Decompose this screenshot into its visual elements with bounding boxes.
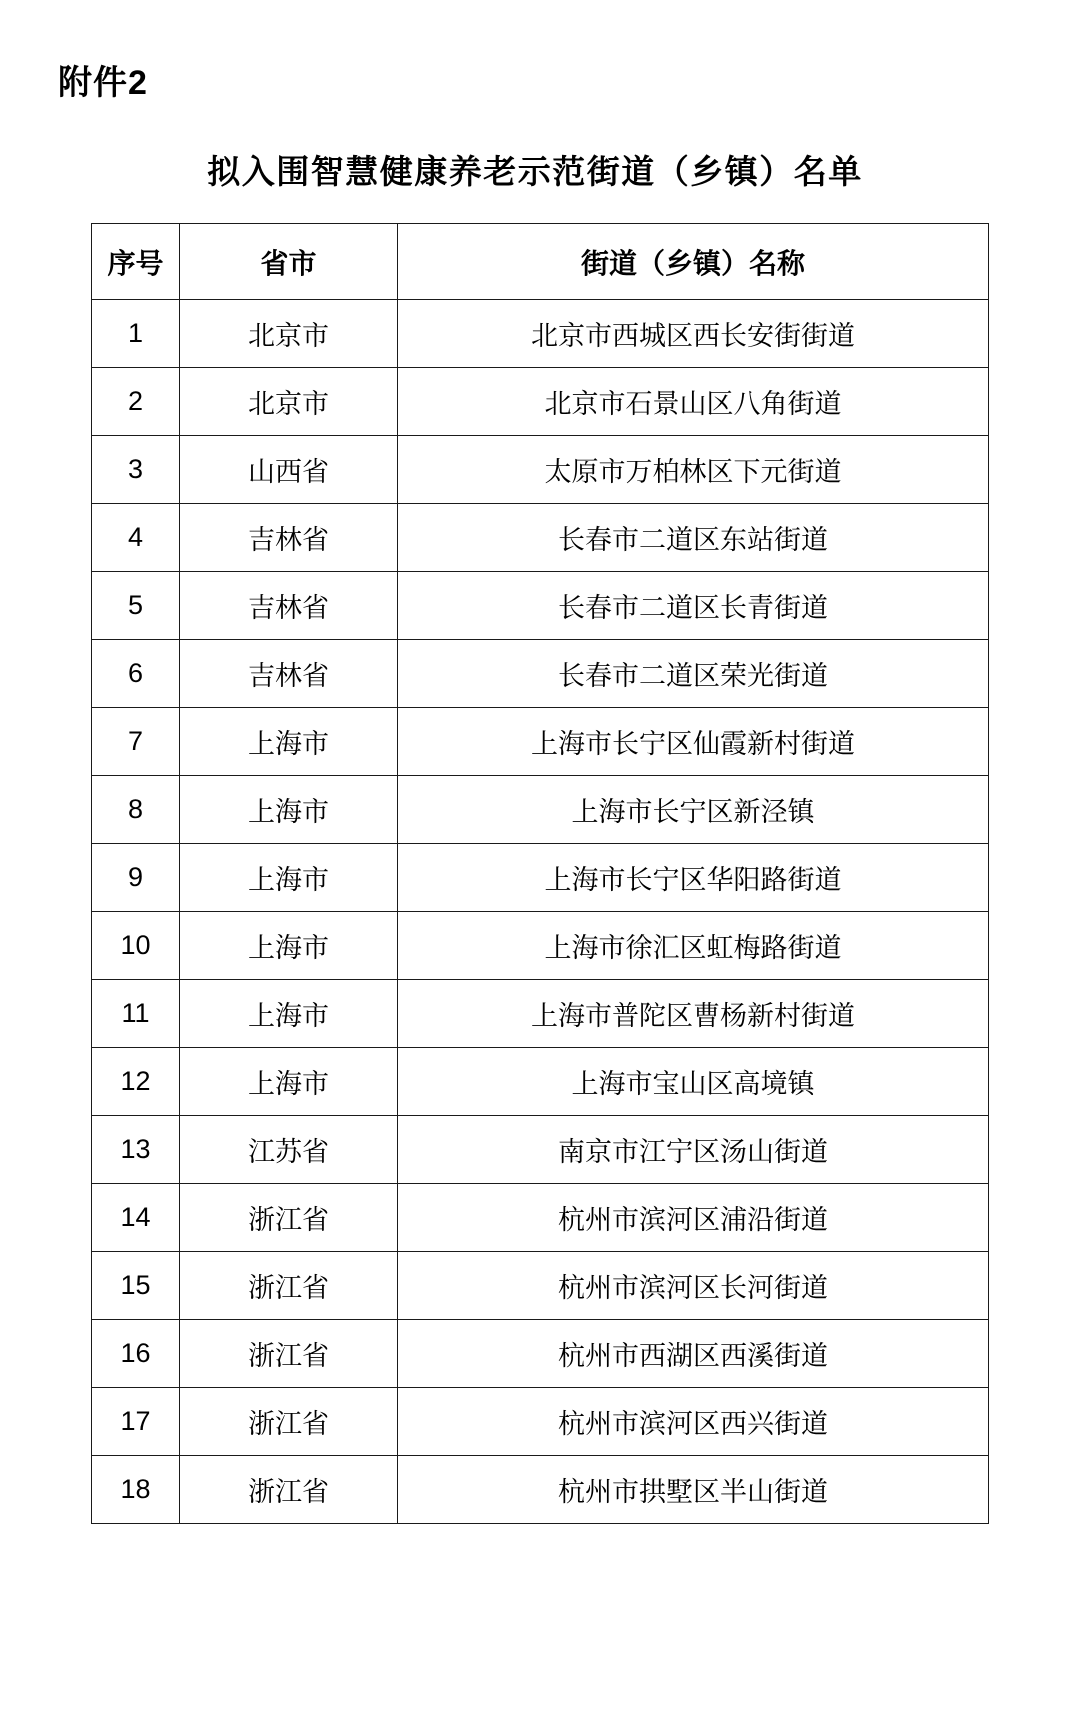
table-row — [92, 1048, 989, 1116]
table-header-row — [92, 224, 989, 300]
cell-index: 18 — [92, 1456, 180, 1524]
cell-index: 8 — [92, 776, 180, 844]
cell-province: 上海市 — [180, 844, 398, 912]
cell-street-name: 太原市万柏林区下元街道 — [398, 436, 989, 504]
cell-province: 浙江省 — [180, 1320, 398, 1388]
table-row — [92, 912, 989, 980]
cell-index: 3 — [92, 436, 180, 504]
cell-province: 北京市 — [180, 368, 398, 436]
cell-street-name: 长春市二道区长青街道 — [398, 572, 989, 640]
cell-index: 1 — [92, 300, 180, 368]
cell-province: 上海市 — [180, 708, 398, 776]
cell-index: 6 — [92, 640, 180, 708]
table-row — [92, 368, 989, 436]
attachment-label: 附件2 — [58, 64, 148, 102]
cell-index: 5 — [92, 572, 180, 640]
cell-street-name: 杭州市西湖区西溪街道 — [398, 1320, 989, 1388]
cell-province: 北京市 — [180, 300, 398, 368]
cell-street-name: 北京市石景山区八角街道 — [398, 368, 989, 436]
table-row — [92, 1184, 989, 1252]
cell-province: 浙江省 — [180, 1184, 398, 1252]
table-header — [92, 224, 989, 300]
table-row — [92, 504, 989, 572]
cell-street-name: 长春市二道区东站街道 — [398, 504, 989, 572]
cell-street-name: 上海市宝山区高境镇 — [398, 1048, 989, 1116]
table-row — [92, 1116, 989, 1184]
page-title: 拟入围智慧健康养老示范街道（乡镇）名单 — [207, 153, 863, 190]
cell-index: 12 — [92, 1048, 180, 1116]
cell-province: 吉林省 — [180, 504, 398, 572]
cell-province: 上海市 — [180, 776, 398, 844]
cell-index: 13 — [92, 1116, 180, 1184]
cell-index: 15 — [92, 1252, 180, 1320]
cell-street-name: 上海市长宁区仙霞新村街道 — [398, 708, 989, 776]
cell-province: 浙江省 — [180, 1388, 398, 1456]
cell-street-name: 北京市西城区西长安街街道 — [398, 300, 989, 368]
table-row — [92, 1252, 989, 1320]
cell-street-name: 上海市长宁区新泾镇 — [398, 776, 989, 844]
table-row — [92, 300, 989, 368]
cell-province: 江苏省 — [180, 1116, 398, 1184]
cell-street-name: 杭州市滨河区长河街道 — [398, 1252, 989, 1320]
table-row — [92, 572, 989, 640]
cell-street-name: 上海市普陀区曹杨新村街道 — [398, 980, 989, 1048]
cell-street-name: 上海市长宁区华阳路街道 — [398, 844, 989, 912]
cell-province: 山西省 — [180, 436, 398, 504]
table-row — [92, 708, 989, 776]
cell-index: 7 — [92, 708, 180, 776]
table-body — [92, 300, 989, 1524]
cell-province: 上海市 — [180, 1048, 398, 1116]
cell-index: 17 — [92, 1388, 180, 1456]
cell-province: 上海市 — [180, 912, 398, 980]
cell-province: 吉林省 — [180, 640, 398, 708]
table-row — [92, 436, 989, 504]
cell-street-name: 长春市二道区荣光街道 — [398, 640, 989, 708]
table-row — [92, 1456, 989, 1524]
cell-province: 吉林省 — [180, 572, 398, 640]
cell-index: 14 — [92, 1184, 180, 1252]
listing-table-wrapper — [91, 223, 989, 1524]
cell-street-name: 杭州市拱墅区半山街道 — [398, 1456, 989, 1524]
table-row — [92, 844, 989, 912]
table-row — [92, 1388, 989, 1456]
cell-street-name: 杭州市滨河区浦沿街道 — [398, 1184, 989, 1252]
cell-province: 浙江省 — [180, 1456, 398, 1524]
cell-index: 16 — [92, 1320, 180, 1388]
cell-street-name: 杭州市滨河区西兴街道 — [398, 1388, 989, 1456]
cell-province: 上海市 — [180, 980, 398, 1048]
table-row — [92, 1320, 989, 1388]
column-header-province: 省市 — [180, 224, 398, 300]
cell-province: 浙江省 — [180, 1252, 398, 1320]
listing-table — [91, 223, 989, 1524]
cell-index: 2 — [92, 368, 180, 436]
table-row — [92, 776, 989, 844]
cell-street-name: 上海市徐汇区虹梅路街道 — [398, 912, 989, 980]
column-header-street-name: 街道（乡镇）名称 — [398, 224, 989, 300]
cell-index: 9 — [92, 844, 180, 912]
cell-index: 4 — [92, 504, 180, 572]
column-header-index: 序号 — [92, 224, 180, 300]
table-row — [92, 980, 989, 1048]
table-row — [92, 640, 989, 708]
cell-index: 11 — [92, 980, 180, 1048]
document-page — [0, 55, 1080, 1524]
cell-index: 10 — [92, 912, 180, 980]
cell-street-name: 南京市江宁区汤山街道 — [398, 1116, 989, 1184]
